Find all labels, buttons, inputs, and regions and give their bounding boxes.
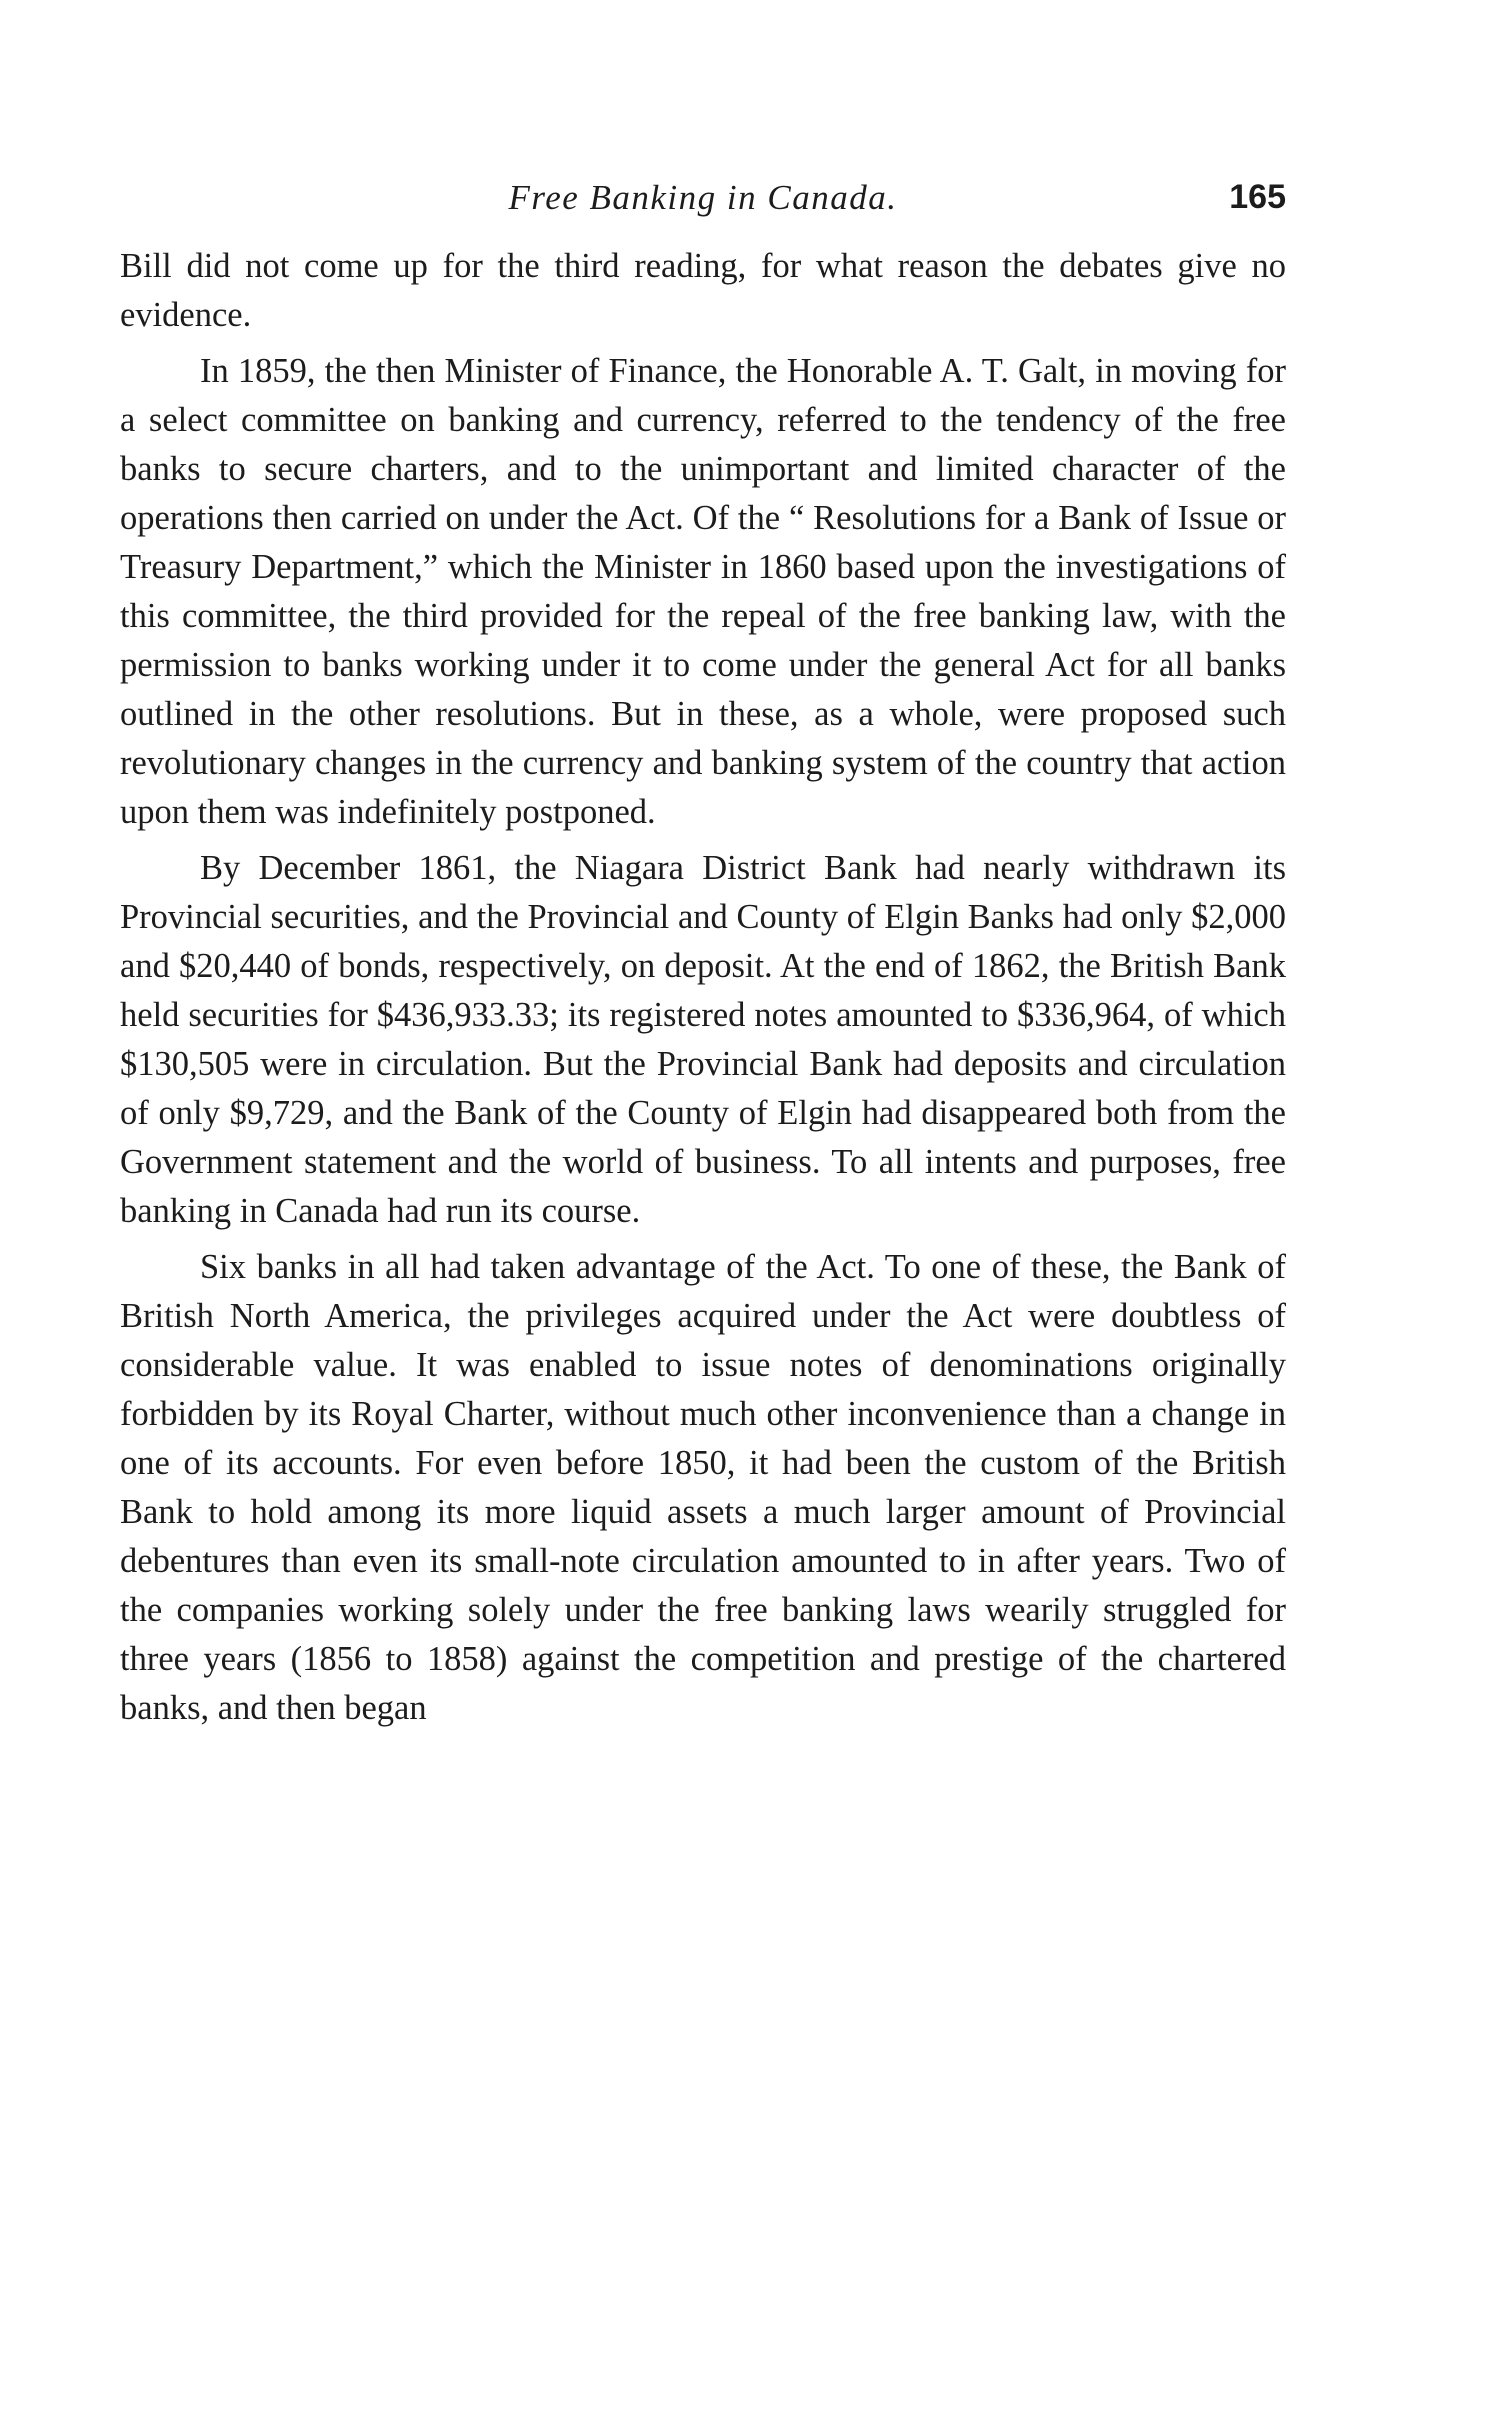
running-title: Free Banking in Canada. xyxy=(508,178,898,217)
page-number: 165 xyxy=(1229,178,1286,216)
paragraph: In 1859, the then Minister of Finance, the Honorable A. T. Galt, in moving for a select committee on banking and currency, referred to the tendency of the free banks to secure charters, and to the unimportant and limited character of the operations then carried on under the Act. Of the “ Resolutions for a Bank of Issue or Treasury Department,” which the Minister in 1860 based upon the investigations of this committee, the third provided for the repeal of the free banking law, with the permission to banks working under it to come under the general Act for all banks outlined in the other resolutions. But in these, as a whole, were proposed such revolutionary changes in the currency and banking system of the country that action upon them was indefinitely postponed. xyxy=(120,352,1286,831)
book-page xyxy=(120,170,1286,1733)
running-head xyxy=(120,170,1286,230)
paragraph: Six banks in all had taken advantage of the Act. To one of these, the Bank of British North America, the privileges acquired under the Act were doubtless of considerable value. It was enabled to issue notes of denominations originally forbidden by its Royal Charter, without much other inconvenience than a change in one of its accounts. For even before 1850, it had been the custom of the British Bank to hold among its more liquid assets a much larger amount of Provincial debentures than even its small-note circulation amounted to in after years. Two of the companies working solely under the free banking laws wearily struggled for three years (1856 to 1858) against the competition and prestige of the chartered banks, and then began xyxy=(120,1248,1286,1727)
paragraph: By December 1861, the Niagara District Bank had nearly withdrawn its Provincial securities, and the Provincial and County of Elgin Banks had only $2,000 and $20,440 of bonds, respectively, on deposit. At the end of 1862, the British Bank held securities for $436,933.33; its registered notes amounted to $336,964, of which $130,505 were in circulation. But the Provincial Bank had deposits and circulation of only $9,729, and the Bank of the County of Elgin had disappeared both from the Government statement and the world of business. To all intents and purposes, free banking in Canada had run its course. xyxy=(120,849,1286,1230)
body-text xyxy=(120,242,1286,1733)
paragraph-continued: Bill did not come up for the third reading, for what reason the debates give no evidence. xyxy=(120,247,1286,334)
